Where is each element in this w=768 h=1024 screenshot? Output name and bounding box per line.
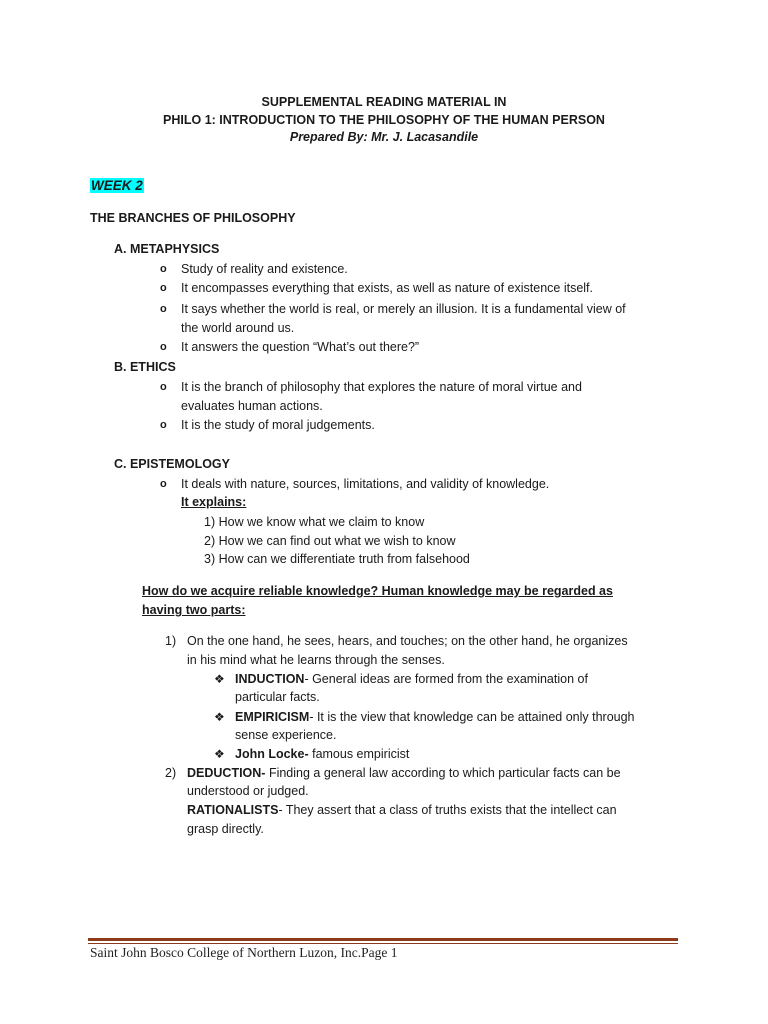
diamond-bullet-icon: ❖	[214, 747, 225, 761]
metaphysics-bullet-4: It answers the question “What’s out there?”	[181, 340, 420, 354]
metaphysics-heading: A. METAPHYSICS	[114, 242, 220, 256]
ethics-heading: B. ETHICS	[114, 360, 176, 374]
explains-item-2: 2) How we can find out what we wish to know	[204, 534, 456, 548]
circle-bullet-icon: o	[160, 282, 167, 294]
ethics-bullet-1b: evaluates human actions.	[181, 399, 323, 413]
explains-item-3: 3) How can we differentiate truth from falsehood	[204, 552, 470, 566]
week-label: WEEK 2	[91, 178, 143, 193]
epistemology-bullet-1: It deals with nature, sources, limitations, and validity of knowledge.	[181, 477, 550, 491]
rationalists-line-cont: grasp directly.	[187, 822, 264, 836]
section-title: THE BRANCHES OF PHILOSOPHY	[90, 211, 296, 225]
circle-bullet-icon: o	[160, 381, 167, 393]
diamond-bullet-icon: ❖	[214, 710, 225, 724]
metaphysics-bullet-1: Study of reality and existence.	[181, 262, 348, 276]
metaphysics-bullet-2: It encompasses everything that exists, as well as nature of existence itself.	[181, 281, 594, 295]
part-1-line-a: On the one hand, he sees, hears, and touches; on the other hand, he organizes	[187, 634, 628, 648]
ethics-bullet-1a: It is the branch of philosophy that explores the nature of moral virtue and	[181, 380, 582, 394]
circle-bullet-icon: o	[160, 341, 167, 353]
diamond-bullet-icon: ❖	[214, 672, 225, 686]
part-1-line-b: in his mind what he learns through the senses.	[187, 653, 445, 667]
induction-item: INDUCTION- General ideas are formed from the examination of	[235, 672, 588, 686]
circle-bullet-icon: o	[160, 419, 167, 431]
deduction-line-cont: understood or judged.	[187, 784, 309, 798]
header-line-1: SUPPLEMENTAL READING MATERIAL IN	[261, 95, 507, 109]
ethics-bullet-2: It is the study of moral judgements.	[181, 418, 375, 432]
rationalists-line: RATIONALISTS- They assert that a class of truths exists that the intellect can	[187, 803, 617, 817]
explains-item-1: 1) How we know what we claim to know	[204, 515, 425, 529]
question-line-1: How do we acquire reliable knowledge? Human knowledge may be regarded as	[142, 584, 613, 598]
deduction-line: DEDUCTION- Finding a general law according to which particular facts can be	[187, 766, 621, 780]
footer-rule-thick	[88, 938, 678, 941]
metaphysics-bullet-3a: It says whether the world is real, or merely an illusion. It is a fundamental view of	[181, 302, 626, 316]
circle-bullet-icon: o	[160, 263, 167, 275]
header-line-2: PHILO 1: INTRODUCTION TO THE PHILOSOPHY OF THE HUMAN PERSON	[163, 113, 605, 127]
footer-rule-thin	[88, 943, 678, 944]
part-1-number: 1)	[165, 634, 177, 648]
circle-bullet-icon: o	[160, 478, 167, 490]
metaphysics-bullet-3b: the world around us.	[181, 321, 295, 335]
john-locke-item: John Locke- famous empiricist	[235, 747, 410, 761]
it-explains-label: It explains:	[181, 495, 247, 509]
page-footer: Saint John Bosco College of Northern Luzon, Inc.Page 1	[90, 945, 398, 960]
question-line-2: having two parts:	[142, 603, 246, 617]
induction-item-cont: particular facts.	[235, 690, 320, 704]
empiricism-item: EMPIRICISM- It is the view that knowledge can be attained only through	[235, 710, 635, 724]
epistemology-heading: C. EPISTEMOLOGY	[114, 457, 230, 471]
header-line-3: Prepared By: Mr. J. Lacasandile	[289, 130, 479, 144]
part-2-number: 2)	[165, 766, 177, 780]
empiricism-item-cont: sense experience.	[235, 728, 337, 742]
circle-bullet-icon: o	[160, 303, 167, 315]
